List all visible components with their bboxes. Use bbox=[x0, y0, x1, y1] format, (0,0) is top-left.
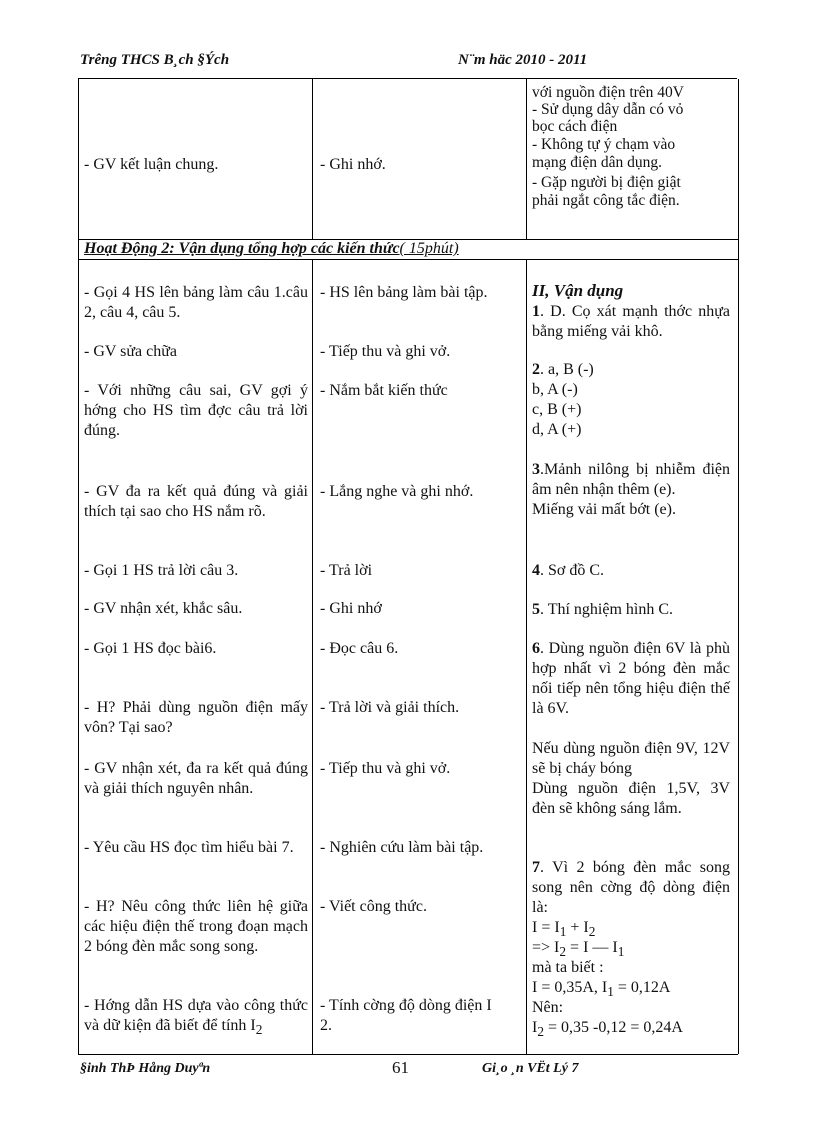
student-step: - Nghiên cứu làm bài tập. bbox=[320, 839, 484, 856]
student-step: - Lắng nghe và ghi nhớ. bbox=[320, 483, 474, 500]
teacher-step: - GV sửa chữa bbox=[84, 343, 178, 360]
top-row-teacher: - GV kết luận chung. bbox=[84, 156, 219, 173]
student-step-subscript: 2. bbox=[320, 1017, 332, 1034]
column-divider-2-top bbox=[526, 79, 527, 240]
teacher-step: - GV đa ra kết quả đúng và giải thích tại sao cho HS nắm rõ. bbox=[84, 483, 308, 520]
teacher-step: - Yêu cầu HS đọc tìm hiểu bài 7. bbox=[84, 839, 294, 856]
header-school: Trêng THCS B¸ch §Ých bbox=[80, 52, 230, 68]
student-step-text: - Tính cờng độ dòng điện I bbox=[320, 997, 492, 1014]
activity-title-text: Hoạt Động 2: Vận dụng tổng hợp các kiến thức bbox=[84, 240, 400, 257]
answer-7: 7. Vì 2 bóng đèn mắc song song nên cờng độ dòng điện là: bbox=[532, 859, 730, 916]
student-step: - Nắm bắt kiến thức bbox=[320, 382, 448, 399]
answer-6-note: Nếu dùng nguồn điện 9V, 12V sẽ bị cháy bóng bbox=[532, 740, 730, 777]
teacher-step: - Gọi 1 HS đọc bài6. bbox=[84, 640, 217, 657]
top-row-content-line: - Sử dụng dây dẫn có vỏ bbox=[532, 101, 684, 118]
footer-subject: Gi¸o ¸n VËt Lý 7 bbox=[482, 1061, 579, 1076]
student-step: - Tiếp thu và ghi vở. bbox=[320, 343, 451, 360]
answer-1: 1. D. Cọ xát mạnh thớc nhựa bằng miếng vải khô. bbox=[532, 303, 730, 340]
header-school-year: N¨m häc 2010 - 2011 bbox=[458, 52, 588, 68]
table-bottom-border bbox=[78, 1054, 738, 1055]
teacher-step: - Với những câu sai, GV gợi ý hớng cho HS tìm đợc câu trả lời đúng. bbox=[84, 382, 308, 439]
student-step: - Viết công thức. bbox=[320, 898, 427, 915]
teacher-step bbox=[84, 996, 308, 1040]
page-number: 61 bbox=[392, 1058, 409, 1077]
top-row-content-line: với nguồn điện trên 40V bbox=[532, 84, 684, 101]
answer-6-note: Dùng nguồn điện 1,5V, 3V đèn sẽ không sáng lắm. bbox=[532, 780, 730, 817]
student-step: - Đọc câu 6. bbox=[320, 640, 399, 657]
formula-line: => $I_2 = I$ — $I_1$ bbox=[532, 939, 625, 960]
answer-3: 3.Mảnh nilông bị nhiễm điện âm nên nhận thêm (e). Miếng vải mất bớt (e). bbox=[532, 461, 730, 518]
teacher-step-text: - Hớng dẫn HS dựa vào công thức và dữ kiện đã biết để tính I bbox=[84, 997, 308, 1034]
teacher-step: - H? Phải dùng nguồn điện mấy vôn? Tại sao? bbox=[84, 699, 308, 736]
top-row-content-line: - Gặp người bị điện giật bbox=[532, 174, 681, 191]
activity-duration: ( 15phút) bbox=[399, 240, 459, 257]
top-row-content-line: phải ngắt công tắc điện. bbox=[532, 192, 680, 209]
section-title: II, Vận dụng bbox=[532, 281, 624, 300]
student-step: - HS lên bảng làm bài tập. bbox=[320, 284, 488, 301]
teacher-step-subscript: 2 bbox=[255, 1022, 263, 1038]
column-divider-2 bbox=[526, 259, 527, 1054]
teacher-step: - H? Nêu công thức liên hệ giữa các hiệu điện thế trong đoạn mạch 2 bóng đèn mắc song song. bbox=[84, 898, 308, 955]
teacher-step: - GV nhận xét, đa ra kết quả đúng và giải thích nguyên nhân. bbox=[84, 760, 308, 797]
student-step: - Ghi nhớ bbox=[320, 600, 382, 617]
top-row-content-line: - Không tự ý chạm vào bbox=[532, 136, 676, 153]
column-divider-1 bbox=[312, 259, 313, 1054]
activity-title bbox=[84, 240, 459, 258]
answer-6: 6. Dùng nguồn điện 6V là phù hợp nhất vì 2 bóng đèn mắc nối tiếp nên tổng hiệu điện thế là 6V. bbox=[532, 640, 730, 717]
formula-line: $I_2 = 0,35$ -0,12 = 0,24A bbox=[532, 1019, 683, 1040]
student-step bbox=[320, 996, 520, 1036]
formula-line: mà ta biết : bbox=[532, 959, 604, 976]
column-divider-1-top bbox=[312, 79, 313, 240]
top-row-content-line: mạng điện dân dụng. bbox=[532, 154, 663, 171]
row-divider-activity bbox=[78, 259, 738, 260]
answer-2: 2. a, B (-) b, A (-) c, B (+) d, A (+) bbox=[532, 361, 594, 438]
student-step: - Trả lời bbox=[320, 562, 373, 579]
student-step: - Trả lời và giải thích. bbox=[320, 699, 460, 716]
top-row-content-line: bọc cách điện bbox=[532, 118, 618, 135]
footer-author: §inh ThÞ Hång Duyªn bbox=[80, 1061, 211, 1076]
formula-line: Nên: bbox=[532, 999, 564, 1016]
teacher-step: - Gọi 4 HS lên bảng làm câu 1.câu 2, câu 4, câu 5. bbox=[84, 284, 308, 321]
formula-line: I = 0,35A, $I_1 = 0,12A$ bbox=[532, 979, 671, 1000]
student-step: - Tiếp thu và ghi vở. bbox=[320, 760, 451, 777]
teacher-step: - Gọi 1 HS trả lời câu 3. bbox=[84, 562, 239, 579]
answer-5: 5. Thí nghiệm hình C. bbox=[532, 601, 674, 618]
top-row-student: - Ghi nhớ. bbox=[320, 156, 386, 173]
teacher-step: - GV nhận xét, khắc sâu. bbox=[84, 600, 243, 617]
formula-line: $I = I_1 + I_2$ bbox=[532, 919, 596, 940]
answer-4: 4. Sơ đồ C. bbox=[532, 562, 605, 579]
